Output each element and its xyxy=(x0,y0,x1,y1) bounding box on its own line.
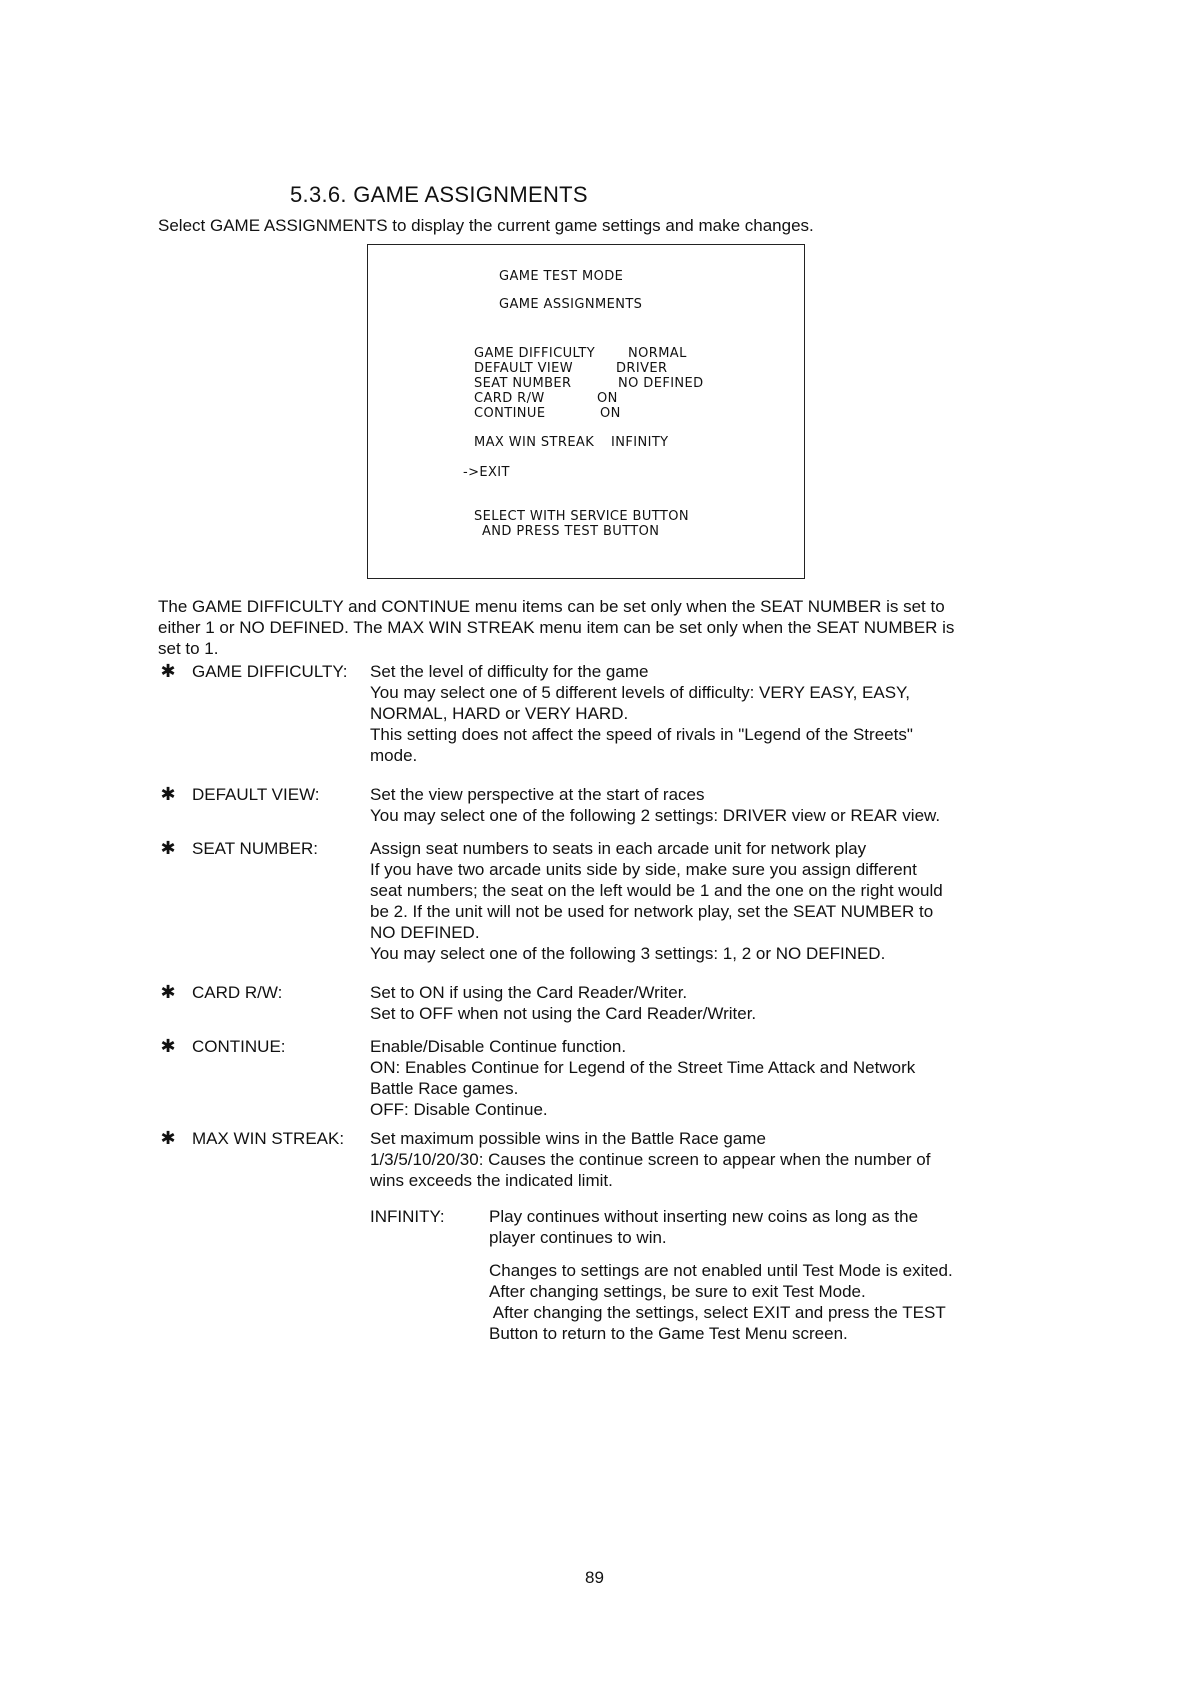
description-line: NO DEFINED. xyxy=(370,923,480,942)
screen-row-label: MAX WIN STREAK xyxy=(474,435,595,450)
setting-key: SEAT NUMBER: xyxy=(192,839,318,858)
description-line: Set maximum possible wins in the Battle Race game xyxy=(370,1129,766,1148)
section-title: 5.3.6. GAME ASSIGNMENTS xyxy=(290,182,588,207)
conditions-paragraph xyxy=(158,596,1058,659)
description-line: player continues to win. xyxy=(489,1228,667,1247)
note-line: After changing settings, be sure to exit Test Mode. xyxy=(489,1282,866,1301)
description-line: You may select one of the following 3 settings: 1, 2 or NO DEFINED. xyxy=(370,944,886,963)
setting-description xyxy=(370,982,1030,1024)
description-line: Set to ON if using the Card Reader/Writer. xyxy=(370,983,688,1002)
description-line: Set the level of difficulty for the game xyxy=(370,662,649,681)
game-test-screen xyxy=(367,244,805,579)
note-line: Changes to settings are not enabled until Test Mode is exited. xyxy=(489,1261,953,1280)
setting-key: DEFAULT VIEW: xyxy=(192,785,320,804)
asterisk-bullet-icon: ✱ xyxy=(160,661,176,682)
infinity-description xyxy=(489,1206,918,1248)
description-line: Set the view perspective at the start of races xyxy=(370,785,705,804)
settings-notes xyxy=(489,1260,953,1344)
asterisk-bullet-icon: ✱ xyxy=(160,982,176,1003)
setting-key: CARD R/W: xyxy=(192,983,283,1002)
description-line: NORMAL, HARD or VERY HARD. xyxy=(370,704,629,723)
intro-text: Select GAME ASSIGNMENTS to display the current game settings and make changes. xyxy=(158,216,814,235)
screen-exit-option: ->EXIT xyxy=(463,465,510,480)
screen-footer-line: AND PRESS TEST BUTTON xyxy=(482,524,660,539)
description-line: 1/3/5/10/20/30: Causes the continue screen to appear when the number of xyxy=(370,1150,931,1169)
note-line: After changing the settings, select EXIT and press the TEST xyxy=(489,1303,946,1322)
description-line: ON: Enables Continue for Legend of the Street Time Attack and Network xyxy=(370,1058,916,1077)
description-line: Battle Race games. xyxy=(370,1079,519,1098)
setting-description xyxy=(370,661,1030,766)
screen-row-value: ON xyxy=(597,391,618,406)
description-line: You may select one of the following 2 settings: DRIVER view or REAR view. xyxy=(370,806,941,825)
note-line: Button to return to the Game Test Menu screen. xyxy=(489,1324,848,1343)
screen-row-value: INFINITY xyxy=(611,435,669,450)
description-line: This setting does not affect the speed of rivals in "Legend of the Streets" xyxy=(370,725,913,744)
setting-key: GAME DIFFICULTY: xyxy=(192,662,348,681)
setting-description xyxy=(370,838,1030,964)
setting-key: CONTINUE: xyxy=(192,1037,286,1056)
paragraph-line: either 1 or NO DEFINED. The MAX WIN STREAK menu item can be set only when the SEAT NUMBER is xyxy=(158,618,955,637)
paragraph-line: The GAME DIFFICULTY and CONTINUE menu items can be set only when the SEAT NUMBER is set to xyxy=(158,597,945,616)
description-line: wins exceeds the indicated limit. xyxy=(370,1171,613,1190)
screen-row-value: NORMAL xyxy=(628,346,687,361)
setting-description xyxy=(370,1036,1030,1120)
description-line: Set to OFF when not using the Card Reader/Writer. xyxy=(370,1004,757,1023)
description-line: be 2. If the unit will not be used for network play, set the SEAT NUMBER to xyxy=(370,902,934,921)
screen-row-label: DEFAULT VIEW xyxy=(474,361,574,376)
description-line: seat numbers; the seat on the left would be 1 and the one on the right would xyxy=(370,881,943,900)
screen-row-label: CONTINUE xyxy=(474,406,546,421)
screen-row-value: DRIVER xyxy=(616,361,668,376)
screen-row-label: GAME DIFFICULTY xyxy=(474,346,596,361)
screen-row-label: SEAT NUMBER xyxy=(474,376,572,391)
screen-title: GAME TEST MODE xyxy=(499,269,624,284)
page-number: 89 xyxy=(585,1568,604,1587)
asterisk-bullet-icon: ✱ xyxy=(160,784,176,805)
description-line: OFF: Disable Continue. xyxy=(370,1100,548,1119)
screen-footer-line: SELECT WITH SERVICE BUTTON xyxy=(474,509,689,524)
description-line: Enable/Disable Continue function. xyxy=(370,1037,627,1056)
screen-row-value: ON xyxy=(600,406,621,421)
asterisk-bullet-icon: ✱ xyxy=(160,1036,176,1057)
setting-description xyxy=(370,1128,1030,1191)
description-line: Play continues without inserting new coins as long as the xyxy=(489,1207,919,1226)
screen-row-label: CARD R/W xyxy=(474,391,545,406)
setting-key: MAX WIN STREAK: xyxy=(192,1129,345,1148)
description-line: Assign seat numbers to seats in each arcade unit for network play xyxy=(370,839,867,858)
infinity-key: INFINITY: xyxy=(370,1207,445,1226)
asterisk-bullet-icon: ✱ xyxy=(160,838,176,859)
description-line: If you have two arcade units side by side, make sure you assign different xyxy=(370,860,917,879)
asterisk-bullet-icon: ✱ xyxy=(160,1128,176,1149)
setting-description xyxy=(370,784,1030,826)
description-line: mode. xyxy=(370,746,418,765)
description-line: You may select one of 5 different levels of difficulty: VERY EASY, EASY, xyxy=(370,683,910,702)
screen-subtitle: GAME ASSIGNMENTS xyxy=(499,297,643,312)
paragraph-line: set to 1. xyxy=(158,639,219,658)
screen-row-value: NO DEFINED xyxy=(618,376,704,391)
